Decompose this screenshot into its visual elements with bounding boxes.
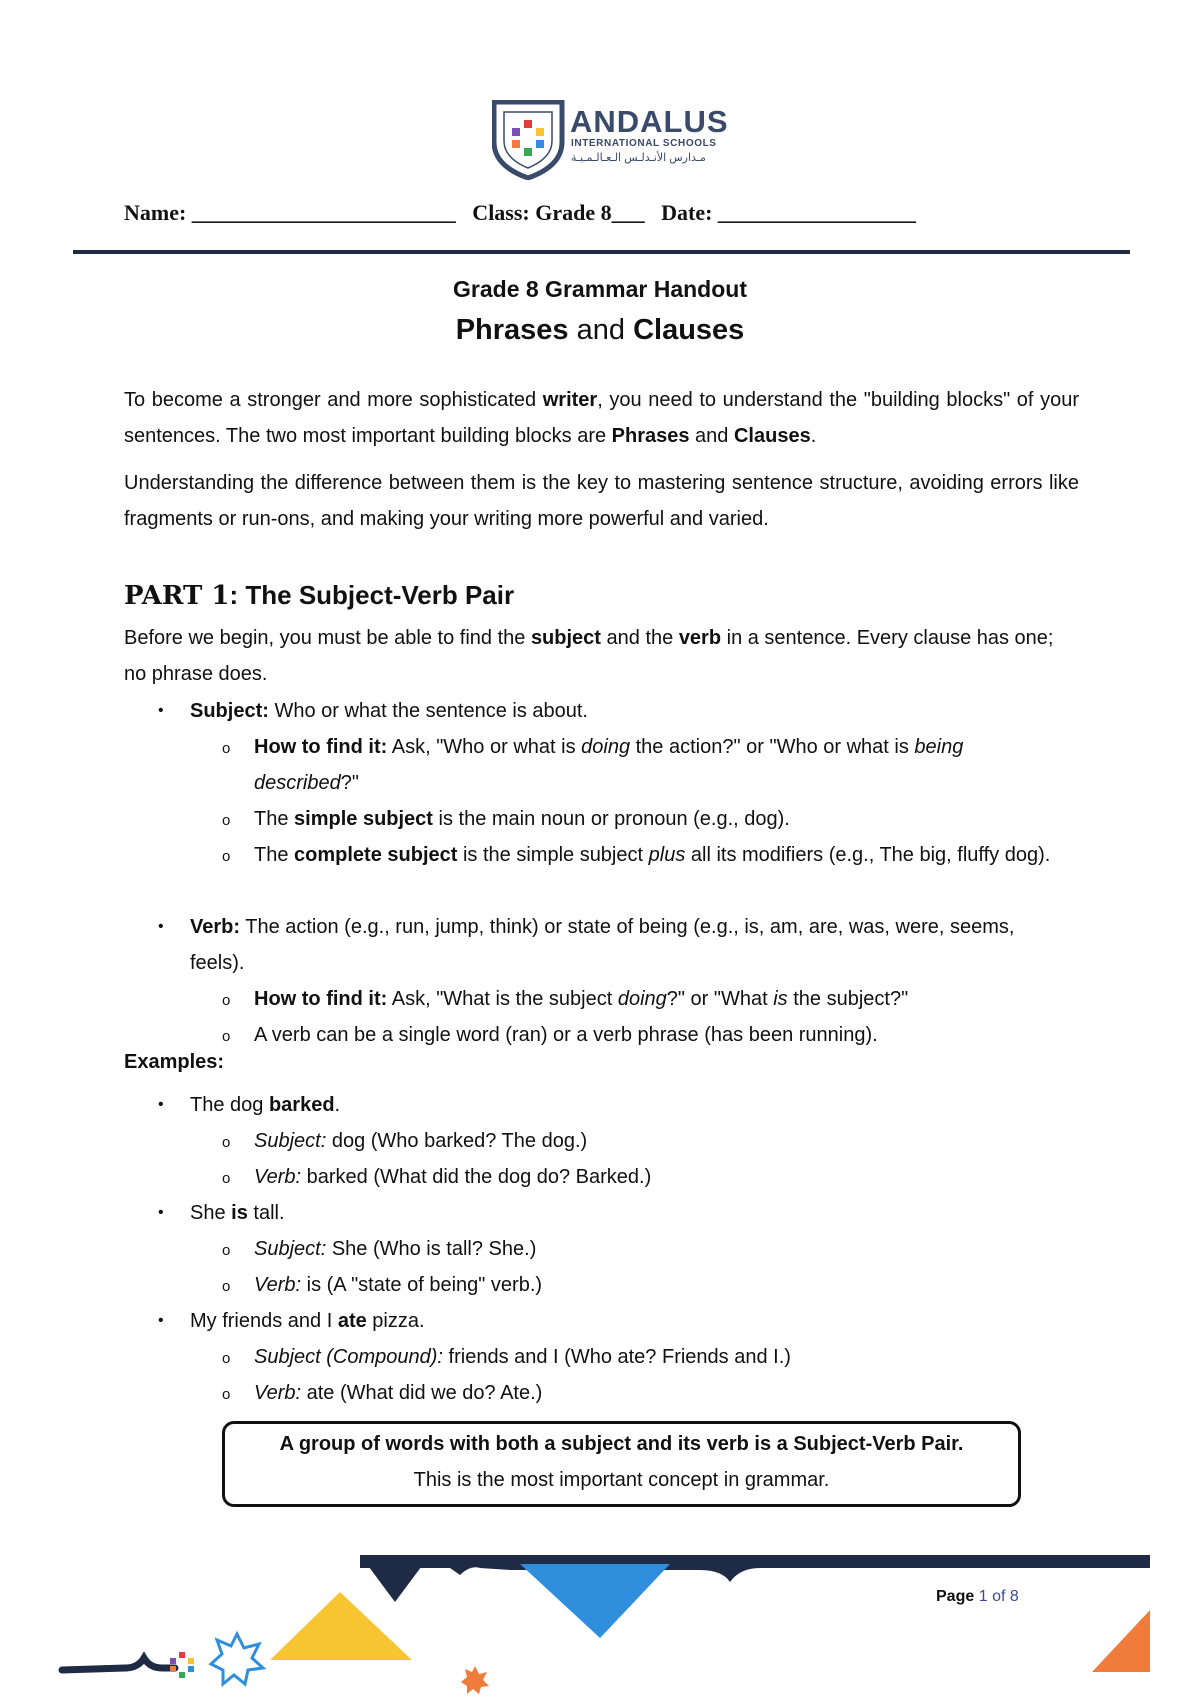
circle-bullet-icon: o	[222, 740, 231, 757]
intro-paragraph-1: To become a stronger and more sophisticated writer, you need to understand the "building blocks" of your sentences. The two most important building blocks are Phrases and Clauses.	[124, 389, 1079, 447]
bullet-icon: •	[158, 918, 164, 935]
topic-and: and	[568, 314, 634, 346]
list-item: o How to find it: Ask, "What is the subject doing?" or "What is the subject?"	[222, 981, 1068, 1017]
list-item: o Verb: is (A "state of being" verb.)	[222, 1267, 1068, 1303]
list-item: o Subject: She (Who is tall? She.)	[222, 1231, 1068, 1267]
example-1: • The dog barked. o Subject: dog (Who barked? The dog.) o Verb: barked (What did the dog do? Barked.)	[158, 1087, 1068, 1195]
list-item: o The simple subject is the main noun or pronoun (e.g., dog).	[222, 801, 1068, 837]
circle-bullet-icon: o	[222, 1028, 231, 1045]
circle-bullet-icon: o	[222, 992, 231, 1009]
topic-word-phrases: Phrases	[455, 314, 569, 346]
logo-subtitle: INTERNATIONAL SCHOOLS	[571, 138, 717, 149]
list-item: o Subject (Compound): friends and I (Who ate? Friends and I.)	[222, 1339, 1068, 1375]
footer-decoration	[0, 1540, 1200, 1698]
topic-word-clauses: Clauses	[633, 314, 745, 346]
part1-lead-paragraph: Before we begin, you must be able to find the subject and the verb in a sentence. Every clause has one; no phrase does.	[124, 627, 1054, 685]
circle-bullet-icon: o	[222, 1278, 231, 1295]
bullet-icon: •	[158, 1096, 164, 1113]
intro-paragraph-2: Understanding the difference between them is the key to mastering sentence structure, avoiding errors like fragments or run-ons, and making your writing more powerful and varied.	[124, 472, 1079, 530]
student-info-line: Name: ________________________ Class: Grade 8___ Date: __________________	[124, 200, 916, 225]
example-3: • My friends and I ate pizza. o Subject (Compound): friends and I (Who ate? Friends and I.) o Verb: ate (What did we do? Ate.)	[158, 1303, 1068, 1411]
bullet-icon: •	[158, 1312, 164, 1329]
bullet-icon: •	[158, 702, 164, 719]
key-concept-callout	[222, 1421, 1021, 1507]
list-item: o How to find it: Ask, "Who or what is doing the action?" or "Who or what is being described?"	[222, 729, 1068, 801]
circle-bullet-icon: o	[222, 1350, 231, 1367]
page-number: Page 1 of 8	[936, 1588, 1019, 1605]
subject-bullet: • Subject: Who or what the sentence is about. o How to find it: Ask, "Who or what is doing the action?" or "Who or what is being described?" o The simple subject is the main noun or pronoun (e.g., dog). o The complete subject is the simple subject plus all its modifiers (e.g., The big, fluffy dog).	[158, 693, 1068, 873]
circle-bullet-icon: o	[222, 848, 231, 865]
examples-label: Examples:	[124, 1051, 225, 1073]
list-item: o A verb can be a single word (ran) or a verb phrase (has been running).	[222, 1017, 1068, 1053]
circle-bullet-icon: o	[222, 1134, 231, 1151]
logo-arabic-text: مـدارس الأنـدلـس الـعـالـمـيـة	[571, 152, 706, 164]
list-item: o Verb: ate (What did we do? Ate.)	[222, 1375, 1068, 1411]
list-item: o Verb: barked (What did the dog do? Barked.)	[222, 1159, 1068, 1195]
part1-heading: PART 1: The Subject-Verb Pair	[124, 580, 515, 611]
list-item: o Subject: dog (Who barked? The dog.)	[222, 1123, 1068, 1159]
circle-bullet-icon: o	[222, 1242, 231, 1259]
header-divider	[73, 250, 1130, 254]
topic-title	[0, 314, 1200, 347]
example-2: • She is tall. o Subject: She (Who is tall? She.) o Verb: is (A "state of being" verb.)	[158, 1195, 1068, 1303]
circle-bullet-icon: o	[222, 1170, 231, 1187]
handout-title: Grade 8 Grammar Handout	[453, 276, 747, 302]
bullet-icon: •	[158, 1204, 164, 1221]
callout-line-2: This is the most important concept in grammar.	[413, 1469, 830, 1491]
logo-wordmark: ANDALUS	[570, 104, 729, 139]
circle-bullet-icon: o	[222, 812, 231, 829]
callout-line-1: A group of words with both a subject and its verb is a Subject-Verb Pair.	[279, 1433, 964, 1455]
circle-bullet-icon: o	[222, 1386, 231, 1403]
list-item: o The complete subject is the simple subject plus all its modifiers (e.g., The big, fluffy dog).	[222, 837, 1068, 873]
verb-bullet: • Verb: The action (e.g., run, jump, think) or state of being (e.g., is, am, are, was, were, seems, feels). o How to find it: Ask, "What is the subject doing?" or "What is the subject?" o A verb can be a single word (ran) or a verb phrase (has been running).	[158, 909, 1068, 1053]
